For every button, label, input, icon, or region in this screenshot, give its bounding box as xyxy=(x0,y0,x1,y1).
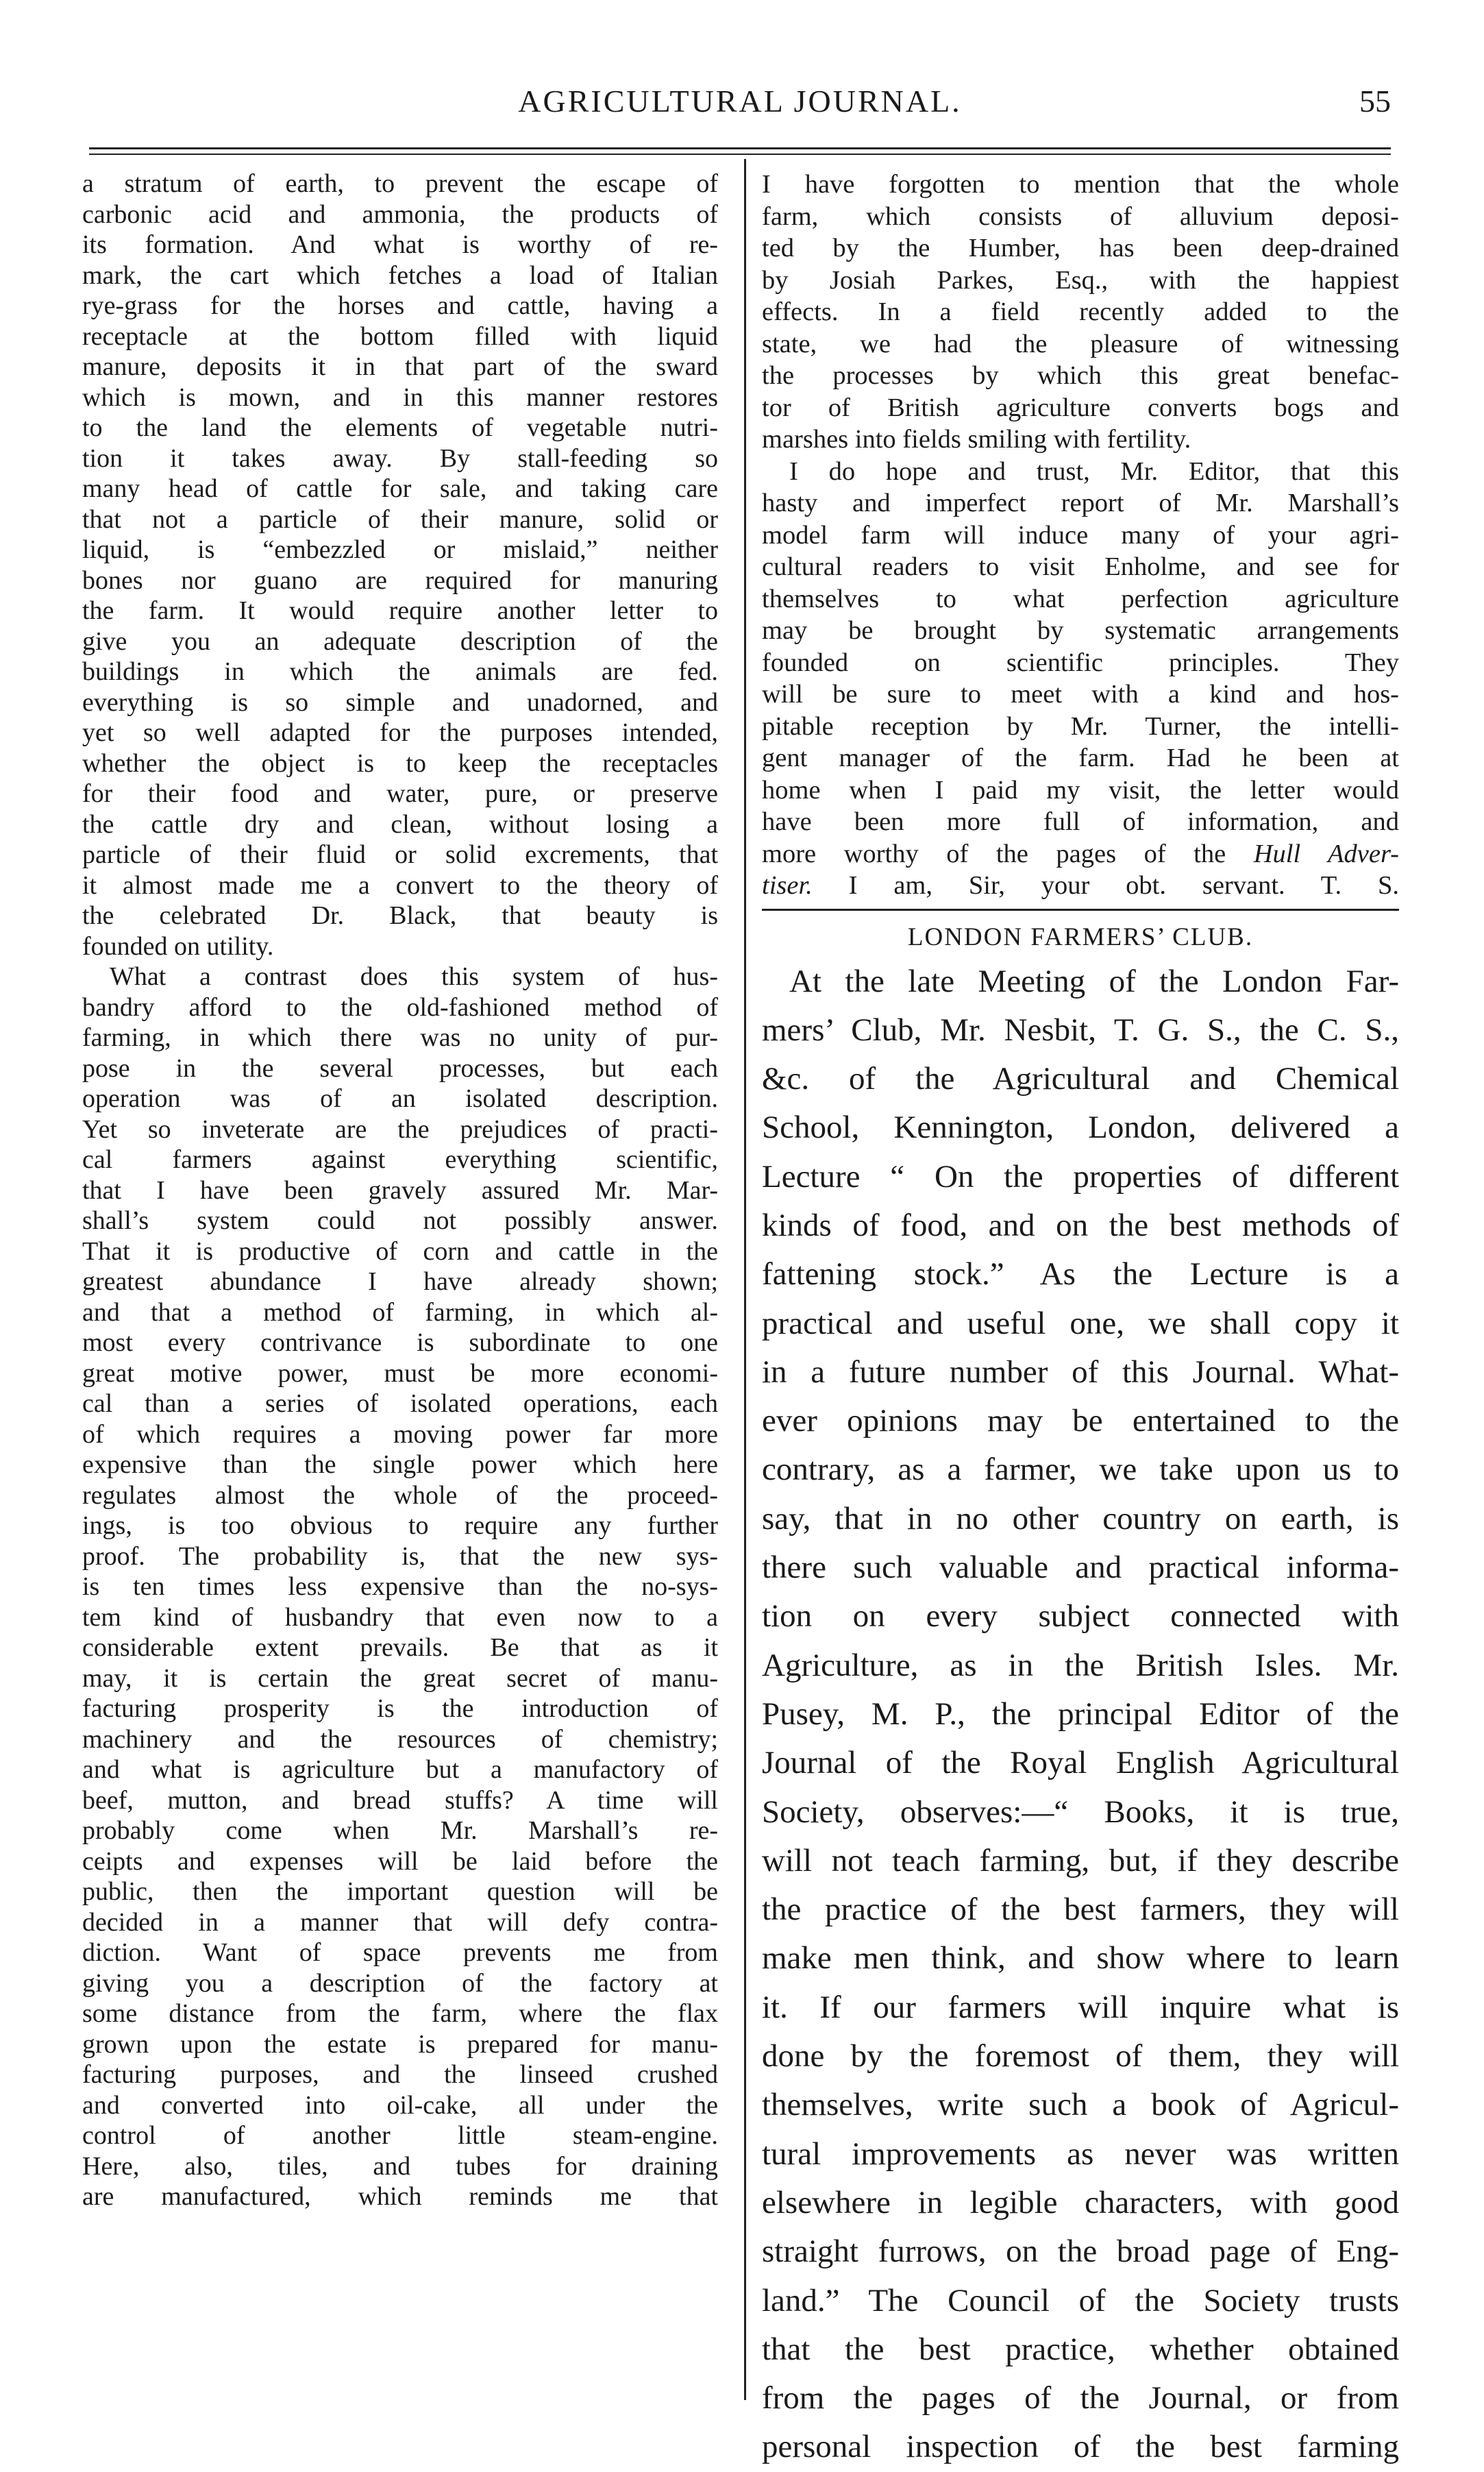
section-heading: LONDON FARMERS’ CLUB. xyxy=(907,922,1254,951)
text-line: farming, in which there was no unity of pur- xyxy=(82,1023,718,1052)
text-line: I have forgotten to mention that the whole xyxy=(762,170,1399,199)
text-line: there such valuable and practical informa- xyxy=(762,1550,1399,1586)
text-line: ceipts and expenses will be laid before the xyxy=(82,1846,718,1876)
page-number: 55 xyxy=(1359,84,1391,119)
text-line: At the late Meeting of the London Far- xyxy=(789,963,1399,999)
text-line: Society, observes:—“ Books, it is true, xyxy=(762,1794,1399,1830)
text-line: straight furrows, on the broad page of Eng- xyxy=(762,2234,1399,2270)
text-line: machinery and the resources of chemistry; xyxy=(82,1724,718,1754)
text-line: giving you a description of the factory at xyxy=(82,1968,718,1998)
text-line: tural improvements as never was written xyxy=(762,2136,1399,2172)
text-line: themselves to what perfection agriculture xyxy=(762,584,1399,613)
text-line: say, that in no other country on earth, is xyxy=(762,1500,1399,1537)
text-line: public, then the important question will be xyxy=(82,1877,718,1906)
text-line: have been more full of information, and xyxy=(762,807,1399,836)
text-line: receptacle at the bottom filled with liquid xyxy=(82,321,718,351)
text-line: cultural readers to visit Enholme, and see for xyxy=(762,552,1399,581)
text-line: to the land the elements of vegetable nutri- xyxy=(82,413,718,442)
farmers-club-article xyxy=(762,957,1399,2472)
italic-text: Hull Adver- xyxy=(1253,839,1399,868)
section-divider xyxy=(762,909,1399,915)
text-line: from the pages of the Journal, or from xyxy=(762,2380,1399,2416)
text-line: founded on utility. xyxy=(82,931,274,961)
text-line: most every contrivance is subordinate to one xyxy=(82,1328,718,1357)
text-line: &c. of the Agricultural and Chemical xyxy=(762,1061,1399,1097)
text-line: cal farmers against everything scientific, xyxy=(82,1145,718,1174)
text-line: Agriculture, as in the British Isles. Mr. xyxy=(762,1647,1399,1683)
text-line: more worthy of the pages of the Hull Adver- xyxy=(762,839,1399,868)
text-line: farm, which consists of alluvium deposi- xyxy=(762,201,1399,231)
text-line: that not a particle of their manure, solid or xyxy=(82,504,718,534)
text-line: will be sure to meet with a kind and hos- xyxy=(762,680,1399,709)
text-line: fattening stock.” As the Lecture is a xyxy=(762,1256,1399,1293)
text-line: shall’s system could not possibly answer. xyxy=(82,1206,718,1235)
text-line: done by the foremost of them, they will xyxy=(762,2038,1399,2075)
text-line: cal than a series of isolated operations, each xyxy=(82,1389,718,1418)
text-line: carbonic acid and ammonia, the products of xyxy=(82,199,718,229)
signature-line: tiser. I am, Sir, your obt. servant. T. S. xyxy=(762,871,1399,900)
text-line: beef, mutton, and bread stuffs? A time will xyxy=(82,1785,718,1815)
text-line: the practice of the best farmers, they will xyxy=(762,1892,1399,1928)
text-line: by Josiah Parkes, Esq., with the happiest xyxy=(762,265,1399,295)
text-line: bones nor guano are required for manuring xyxy=(82,565,718,595)
text-line: That it is productive of corn and cattle in the xyxy=(82,1236,718,1266)
text-line: and that a method of farming, in which al- xyxy=(82,1297,718,1327)
text-line: grown upon the estate is prepared for manu- xyxy=(82,2029,718,2059)
text-line: decided in a manner that will defy contra- xyxy=(82,1907,718,1937)
text-line: gent manager of the farm. Had he been at xyxy=(762,744,1399,772)
text-line: liquid, is “embezzled or mislaid,” neither xyxy=(82,535,718,564)
left-column xyxy=(82,169,718,2212)
text-line: marshes into fields smiling with fertility. xyxy=(762,425,1191,454)
letter-closing-lines xyxy=(762,838,1399,902)
right-column xyxy=(762,169,1399,2472)
text-line: land.” The Council of the Society trusts xyxy=(762,2282,1399,2318)
text-line: regulates almost the whole of the proceed- xyxy=(82,1480,718,1510)
text-line: elsewhere in legible characters, with good xyxy=(762,2184,1399,2220)
running-head xyxy=(89,81,1391,136)
text-line: tion on every subject connected with xyxy=(762,1598,1399,1635)
text-line: ings, is too obvious to require any further xyxy=(82,1511,718,1540)
text-line: mers’ Club, Mr. Nesbit, T. G. S., the C. S., xyxy=(762,1012,1399,1048)
text-line: that the best practice, whether obtained xyxy=(762,2331,1399,2367)
text-line: state, we had the pleasure of witnessing xyxy=(762,329,1399,358)
letter-continuation xyxy=(762,169,1399,838)
text-line: expensive than the single power which here xyxy=(82,1450,718,1479)
text-line: Journal of the Royal English Agricultural xyxy=(762,1745,1399,1781)
text-line: are manufactured, which reminds me that xyxy=(82,2182,718,2211)
text-line: everything is so simple and unadorned, and xyxy=(82,687,718,717)
text-line: considerable extent prevails. Be that as it xyxy=(82,1633,718,1662)
text-line: the celebrated Dr. Black, that beauty is xyxy=(82,901,718,930)
text-line: many head of cattle for sale, and taking care xyxy=(82,474,718,503)
text-line: tem kind of husbandry that even now to a xyxy=(82,1602,718,1632)
text-line: make men think, and show where to learn xyxy=(762,1940,1399,1977)
text-line: proof. The probability is, that the new sys- xyxy=(82,1541,718,1571)
text-line: give you an adequate description of the xyxy=(82,626,718,656)
text-line: buildings in which the animals are fed. xyxy=(82,657,718,686)
text-line: particle of their fluid or solid excrements, that xyxy=(82,840,718,869)
header-double-rule xyxy=(89,147,1391,157)
text-line: ever opinions may be entertained to the xyxy=(762,1403,1399,1439)
text-line: a stratum of earth, to prevent the escape of xyxy=(82,169,718,198)
text-line: may be brought by systematic arrangements xyxy=(762,616,1399,645)
text-line: some distance from the farm, where the flax xyxy=(82,1999,718,2028)
text-line: and converted into oil-cake, all under the xyxy=(82,2090,718,2120)
text-line: will not teach farming, but, if they describe xyxy=(762,1842,1399,1879)
text-line: ted by the Humber, has been deep-drained xyxy=(762,234,1399,262)
text-line: for their food and water, pure, or preserve xyxy=(82,779,718,808)
text-line: its formation. And what is worthy of re- xyxy=(82,230,718,259)
text-line: diction. Want of space prevents me from xyxy=(82,1938,718,1967)
text-line: it. If our farmers will inquire what is xyxy=(762,1989,1399,2025)
text-line: Pusey, M. P., the principal Editor of the xyxy=(762,1696,1399,1732)
text-line: and what is agriculture but a manufactory of xyxy=(82,1755,718,1784)
text-line: kinds of food, and on the best methods of xyxy=(762,1207,1399,1243)
text-line: that I have been gravely assured Mr. Mar- xyxy=(82,1175,718,1205)
text-line: model farm will induce many of your agri- xyxy=(762,520,1399,550)
text-line: manure, deposits it in that part of the sward xyxy=(82,352,718,381)
text-line: tion it takes away. By stall-feeding so xyxy=(82,443,718,473)
text-line: the processes by which this great benefac- xyxy=(762,361,1399,390)
text-line: whether the object is to keep the receptacles xyxy=(82,748,718,778)
journal-title: AGRICULTURAL JOURNAL. xyxy=(518,84,962,119)
text-line: pose in the several processes, but each xyxy=(82,1053,718,1083)
text-line: themselves, write such a book of Agricul- xyxy=(762,2087,1399,2123)
text-line: hasty and imperfect report of Mr. Marshall’s xyxy=(762,489,1399,517)
text-line: Here, also, tiles, and tubes for draining xyxy=(82,2151,718,2181)
text-line: control of another little steam-engine. xyxy=(82,2121,718,2150)
text-line: What a contrast does this system of hus- xyxy=(110,962,718,991)
text-line: Yet so inveterate are the prejudices of practi- xyxy=(82,1114,718,1144)
text-line: founded on scientific principles. They xyxy=(762,648,1399,677)
text-line: Lecture “ On the properties of different xyxy=(762,1158,1399,1195)
text-line: operation was of an isolated description. xyxy=(82,1084,718,1113)
text-line: personal inspection of the best farming xyxy=(762,2429,1399,2465)
text-line: School, Kennington, London, delivered a xyxy=(762,1110,1399,1146)
text-line: effects. In a field recently added to the xyxy=(762,297,1399,326)
text-line: is ten times less expensive than the no-sys- xyxy=(82,1572,718,1601)
italic-text: tiser. xyxy=(762,871,813,900)
text-line: probably come when Mr. Marshall’s re- xyxy=(82,1816,718,1845)
column-divider xyxy=(744,159,746,2400)
text-line: which is mown, and in this manner restores xyxy=(82,382,718,412)
text-line: I do hope and trust, Mr. Editor, that this xyxy=(789,456,1399,486)
text-line: greatest abundance I have already shown; xyxy=(82,1267,718,1296)
text-line: pitable reception by Mr. Turner, the intelli- xyxy=(762,711,1399,741)
text-line: home when I paid my visit, the letter would xyxy=(762,775,1399,805)
text-line: in a future number of this Journal. What- xyxy=(762,1354,1399,1390)
text-line: contrary, as a farmer, we take upon us to xyxy=(762,1452,1399,1488)
text-line: the farm. It would require another letter to xyxy=(82,596,718,625)
text-line: practical and useful one, we shall copy it xyxy=(762,1305,1399,1341)
text-line: may, it is certain the great secret of manu- xyxy=(82,1663,718,1693)
text-line: facturing prosperity is the introduction of xyxy=(82,1694,718,1723)
text-line: yet so well adapted for the purposes intended, xyxy=(82,718,718,747)
text-line: tor of British agriculture converts bogs and xyxy=(762,393,1399,422)
text-line: of which requires a moving power far more xyxy=(82,1419,718,1449)
text-line: bandry afford to the old-fashioned method of xyxy=(82,992,718,1022)
text-line: it almost made me a convert to the theory of xyxy=(82,870,718,900)
text-line: rye-grass for the horses and cattle, having a xyxy=(82,291,718,320)
text-line: great motive power, must be more economi- xyxy=(82,1358,718,1388)
text-line: the cattle dry and clean, without losing a xyxy=(82,809,718,839)
text-line: mark, the cart which fetches a load of Italian xyxy=(82,260,718,290)
text-line: facturing purposes, and the linseed crushed xyxy=(82,2060,718,2089)
